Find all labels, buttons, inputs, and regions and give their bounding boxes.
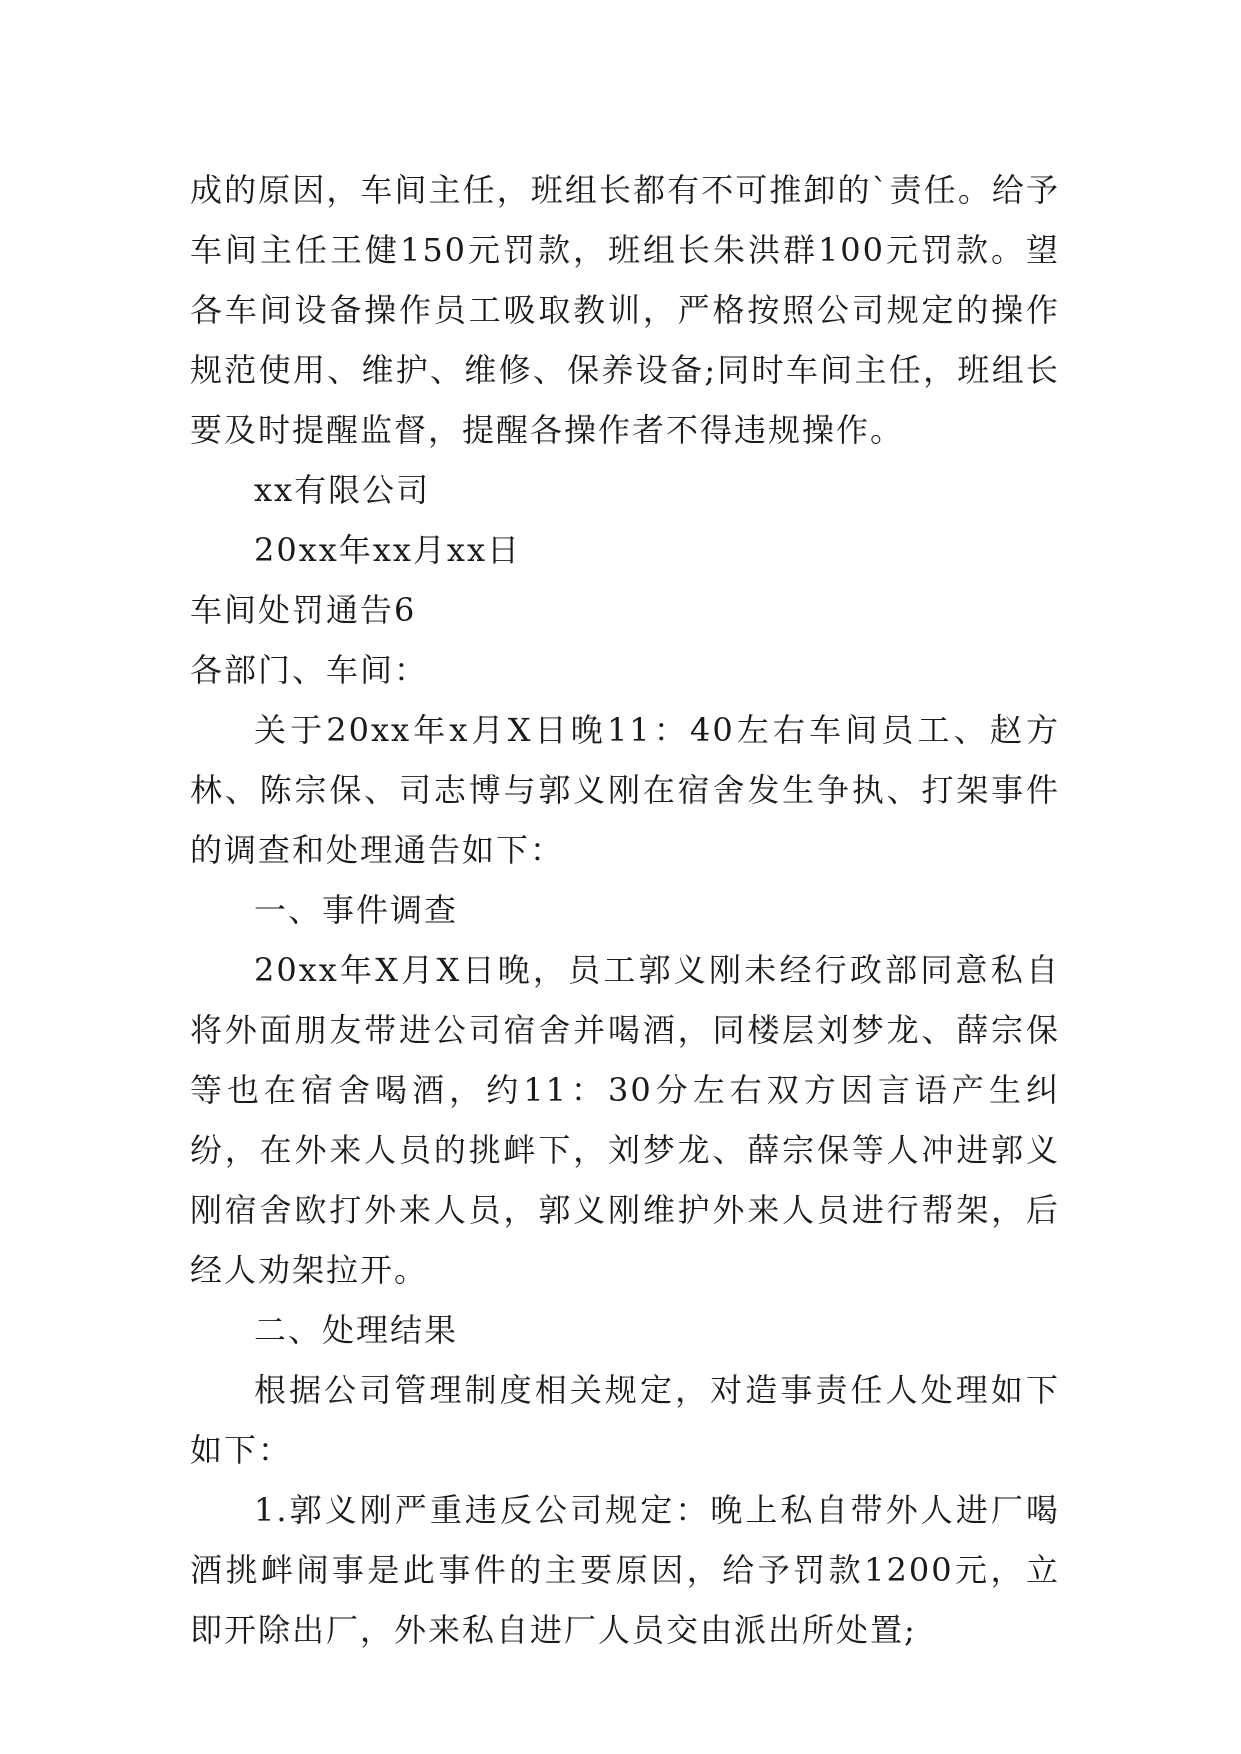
section-2-intro: 根据公司管理制度相关规定，对造事责任人处理如下如下：	[190, 1371, 1060, 1469]
section-1-heading: 一、事件调查	[254, 891, 459, 929]
recipients: 各部门、车间：	[190, 651, 429, 689]
notice-title: 车间处罚通告6	[190, 591, 417, 629]
signature-date: 20xx年xx月xx日	[254, 531, 522, 569]
paragraph-continued-responsibility: 成的原因，车间主任，班组长都有不可推卸的`责任。给予车间主任王健150元罚款，班组长朱洪群100元罚款。望各车间设备操作员工吸取教训，严格按照公司规定的操作规范使用、维护、维修、保养设备;同时车间主任，班组长要及时提醒监督，提醒各操作者不得违规操作。	[190, 171, 1060, 449]
intro-paragraph: 关于20xx年x月X日晚11：40左右车间员工、赵方林、陈宗保、司志博与郭义刚在宿舍发生争执、打架事件的调查和处理通告如下：	[190, 711, 1060, 869]
section-1-body: 20xx年X月X日晚，员工郭义刚未经行政部同意私自将外面朋友带进公司宿舍并喝酒，同楼层刘梦龙、薛宗保等也在宿舍喝酒，约11：30分左右双方因言语产生纠纷，在外来人员的挑衅下，刘梦龙、薛宗保等人冲进郭义刚宿舍欧打外来人员，郭义刚维护外来人员进行帮架，后经人劝架拉开。	[190, 951, 1060, 1289]
section-2-heading: 二、处理结果	[254, 1311, 459, 1349]
signature-company: xx有限公司	[254, 471, 431, 509]
document-body	[190, 160, 1060, 1660]
list-item-1: 1.郭义刚严重违反公司规定：晚上私自带外人进厂喝酒挑衅闹事是此事件的主要原因，给予罚款1200元，立即开除出厂，外来私自进厂人员交由派出所处置;	[190, 1491, 1060, 1649]
